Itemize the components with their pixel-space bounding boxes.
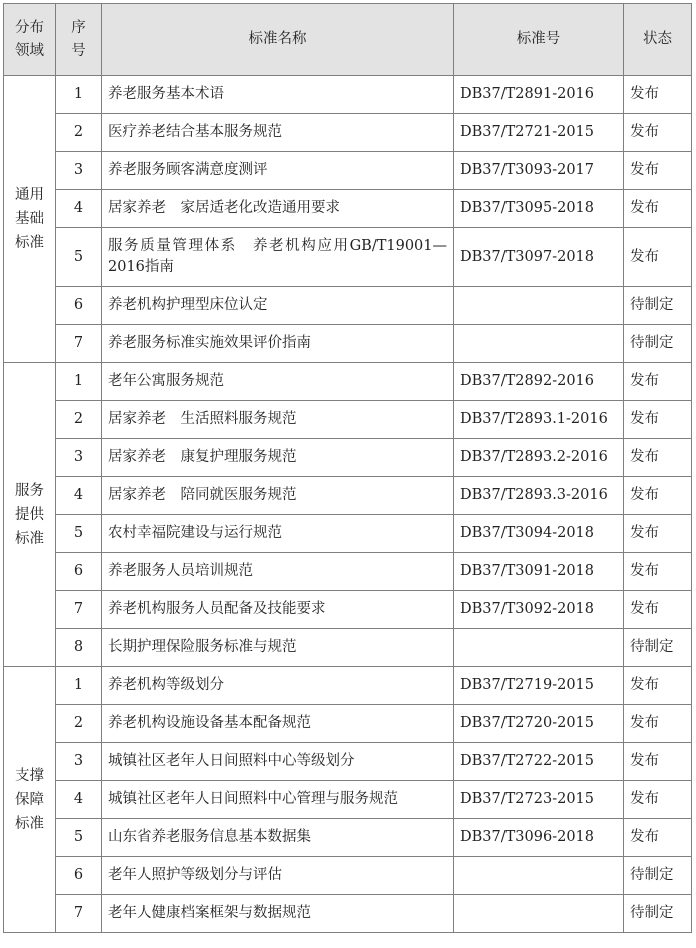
standard-code-cell: [454, 114, 624, 152]
standard-status: 发布: [630, 487, 659, 503]
row-number: 1: [73, 86, 84, 102]
standard-status: 发布: [630, 525, 659, 541]
standard-code-cell: [454, 439, 624, 477]
row-number-cell: [56, 439, 102, 477]
standard-status-cell: [624, 553, 692, 591]
row-number: 5: [73, 248, 84, 265]
standard-name-cell: [102, 76, 454, 114]
row-number-cell: [56, 781, 102, 819]
standard-status-cell: [624, 477, 692, 515]
row-number-cell: [56, 743, 102, 781]
table-row: [4, 743, 692, 781]
table-row: [4, 629, 692, 667]
standard-name: 养老服务顾客满意度测评: [108, 162, 268, 178]
row-number: 2: [73, 411, 84, 427]
standard-status-cell: [624, 629, 692, 667]
standard-status: 待制定: [630, 297, 674, 313]
row-number-cell: [56, 477, 102, 515]
standard-name-cell: [102, 629, 454, 667]
row-number: 4: [73, 791, 84, 807]
standard-name: 养老服务基本术语: [108, 86, 224, 102]
standard-status: 发布: [630, 248, 659, 265]
standard-code: DB37/T3094-2018: [460, 525, 594, 541]
standard-code-cell: [454, 477, 624, 515]
row-number-cell: [56, 667, 102, 705]
standard-code-cell: [454, 190, 624, 228]
table-row: [4, 667, 692, 705]
row-number: 6: [73, 297, 84, 313]
standard-name-cell: [102, 228, 454, 287]
standard-name-cell: [102, 553, 454, 591]
standard-name: 老年人健康档案框架与数据规范: [108, 905, 311, 921]
row-number-cell: [56, 895, 102, 933]
standard-code: DB37/T3096-2018: [460, 829, 594, 845]
standard-name: 居家养老 陪同就医服务规范: [108, 487, 297, 503]
header-code-label: 标准号: [516, 31, 561, 47]
standard-status-cell: [624, 667, 692, 705]
row-number-cell: [56, 591, 102, 629]
standard-code: DB37/T2720-2015: [460, 715, 594, 731]
row-number: 3: [73, 753, 84, 769]
standard-name-cell: [102, 743, 454, 781]
standard-code: DB37/T2893.1-2016: [460, 411, 608, 427]
standard-code: DB37/T2893.3-2016: [460, 487, 608, 503]
standard-code: DB37/T2893.2-2016: [460, 449, 608, 465]
standard-name-cell: [102, 477, 454, 515]
standard-status: 发布: [630, 563, 659, 579]
row-number-cell: [56, 190, 102, 228]
row-number: 2: [73, 124, 84, 140]
standard-code-cell: [454, 743, 624, 781]
table-row: [4, 819, 692, 857]
standard-code-cell: [454, 781, 624, 819]
table-row: [4, 76, 692, 114]
standard-status-cell: [624, 439, 692, 477]
standard-status-cell: [624, 591, 692, 629]
standard-code-cell: [454, 515, 624, 553]
standard-status: 待制定: [630, 335, 674, 351]
domain-label: 支撑 保障 标准: [15, 767, 44, 832]
table-row: [4, 781, 692, 819]
standard-status-cell: [624, 401, 692, 439]
standard-status: 待制定: [630, 867, 674, 883]
row-number-cell: [56, 287, 102, 325]
domain-cell: [4, 667, 56, 933]
standard-status: 发布: [630, 791, 659, 807]
standard-status-cell: [624, 228, 692, 287]
table-row: [4, 895, 692, 933]
domain-label: 服务 提供 标准: [15, 482, 44, 547]
standard-name: 居家养老 生活照料服务规范: [108, 411, 297, 427]
standard-code: DB37/T2892-2016: [460, 373, 594, 389]
standard-name-cell: [102, 895, 454, 933]
standard-name: 农村幸福院建设与运行规范: [108, 525, 282, 541]
header-status-label: 状态: [643, 31, 672, 47]
standard-status: 发布: [630, 601, 659, 617]
standard-status: 发布: [630, 86, 659, 102]
table-row: [4, 363, 692, 401]
row-number-cell: [56, 819, 102, 857]
standard-status: 发布: [630, 373, 659, 389]
row-number-cell: [56, 114, 102, 152]
table-row: [4, 152, 692, 190]
standard-name-cell: [102, 401, 454, 439]
standard-status-cell: [624, 287, 692, 325]
table-row: [4, 439, 692, 477]
row-number: 1: [73, 373, 84, 389]
row-number: 7: [73, 335, 84, 351]
standard-code-cell: [454, 667, 624, 705]
standard-status: 发布: [630, 124, 659, 140]
standard-name-cell: [102, 363, 454, 401]
standard-code: DB37/T3092-2018: [460, 601, 594, 617]
standard-code: DB37/T2721-2015: [460, 124, 594, 140]
standard-name: 养老服务人员培训规范: [108, 563, 253, 579]
header-status: [624, 4, 692, 76]
standard-status: 发布: [630, 411, 659, 427]
standard-status: 发布: [630, 753, 659, 769]
standard-code-cell: [454, 705, 624, 743]
table-row: [4, 228, 692, 287]
row-number: 8: [73, 639, 84, 655]
table-row: [4, 114, 692, 152]
standard-status: 发布: [630, 162, 659, 178]
standard-code-cell: [454, 591, 624, 629]
table-row: [4, 857, 692, 895]
standard-code: DB37/T3091-2018: [460, 563, 594, 579]
standard-name: 老年公寓服务规范: [108, 373, 224, 389]
row-number: 3: [73, 162, 84, 178]
standard-code-cell: [454, 325, 624, 363]
standard-status-cell: [624, 515, 692, 553]
standard-name: 养老机构设施设备基本配备规范: [108, 715, 311, 731]
row-number-cell: [56, 857, 102, 895]
row-number: 6: [73, 563, 84, 579]
row-number-cell: [56, 228, 102, 287]
standard-name-cell: [102, 325, 454, 363]
table-row: [4, 325, 692, 363]
row-number-cell: [56, 553, 102, 591]
standards-table: [3, 3, 692, 933]
standard-name-cell: [102, 591, 454, 629]
row-number-cell: [56, 152, 102, 190]
standard-code-cell: [454, 553, 624, 591]
standard-code-cell: [454, 363, 624, 401]
row-number: 4: [73, 200, 84, 216]
row-number-cell: [56, 76, 102, 114]
standard-code-cell: [454, 819, 624, 857]
standard-code: DB37/T3097-2018: [460, 248, 594, 265]
header-row: [4, 4, 692, 76]
standard-status-cell: [624, 857, 692, 895]
row-number: 7: [73, 601, 84, 617]
row-number: 2: [73, 715, 84, 731]
standard-status: 发布: [630, 829, 659, 845]
standard-name-cell: [102, 439, 454, 477]
standard-name-cell: [102, 819, 454, 857]
standard-status: 发布: [630, 715, 659, 731]
standard-code: DB37/T2891-2016: [460, 86, 594, 102]
standard-status-cell: [624, 743, 692, 781]
standard-status-cell: [624, 895, 692, 933]
domain-cell: [4, 363, 56, 667]
row-number-cell: [56, 325, 102, 363]
row-number: 5: [73, 525, 84, 541]
row-number: 3: [73, 449, 84, 465]
row-number: 7: [73, 905, 84, 921]
table-row: [4, 477, 692, 515]
table-row: [4, 287, 692, 325]
header-code: [454, 4, 624, 76]
standard-status: 待制定: [630, 905, 674, 921]
standard-name-cell: [102, 781, 454, 819]
standard-code: DB37/T2722-2015: [460, 753, 594, 769]
standard-code-cell: [454, 228, 624, 287]
standard-code: DB37/T2723-2015: [460, 791, 594, 807]
standard-status-cell: [624, 705, 692, 743]
standard-name: 养老机构服务人员配备及技能要求: [108, 601, 326, 617]
standard-status: 发布: [630, 200, 659, 216]
row-number: 5: [73, 829, 84, 845]
header-domain-label: 分布 领域: [15, 19, 44, 59]
row-number-cell: [56, 401, 102, 439]
standard-name-cell: [102, 515, 454, 553]
standard-code-cell: [454, 857, 624, 895]
standard-code: DB37/T3095-2018: [460, 200, 594, 216]
header-number: [56, 4, 102, 76]
domain-label: 通用 基础 标准: [15, 187, 44, 251]
standard-name: 居家养老 家居适老化改造通用要求: [108, 200, 340, 216]
standard-status-cell: [624, 190, 692, 228]
standard-code-cell: [454, 287, 624, 325]
table-body: [4, 76, 692, 933]
standard-name: 居家养老 康复护理服务规范: [108, 449, 297, 465]
standard-code-cell: [454, 401, 624, 439]
standard-status-cell: [624, 152, 692, 190]
header-name: [102, 4, 454, 76]
standard-status-cell: [624, 114, 692, 152]
domain-cell: [4, 76, 56, 363]
standard-status: 发布: [630, 449, 659, 465]
header-name-label: 标准名称: [248, 31, 307, 47]
standard-code-cell: [454, 629, 624, 667]
standard-name-cell: [102, 114, 454, 152]
row-number-cell: [56, 515, 102, 553]
standard-name-cell: [102, 287, 454, 325]
standard-name-cell: [102, 152, 454, 190]
standard-name: 老年人照护等级划分与评估: [108, 867, 282, 883]
row-number: 1: [73, 677, 84, 693]
standard-status-cell: [624, 325, 692, 363]
table-row: [4, 591, 692, 629]
standard-name: 养老机构护理型床位认定: [108, 297, 268, 313]
standard-name: 医疗养老结合基本服务规范: [108, 124, 282, 140]
standard-code-cell: [454, 152, 624, 190]
header-number-label: 序 号: [71, 19, 86, 59]
standard-code-cell: [454, 895, 624, 933]
table-row: [4, 705, 692, 743]
row-number-cell: [56, 363, 102, 401]
standard-status: 发布: [630, 677, 659, 693]
standard-code: DB37/T3093-2017: [460, 162, 594, 178]
standard-status-cell: [624, 76, 692, 114]
standard-status-cell: [624, 819, 692, 857]
header-domain: [4, 4, 56, 76]
standard-name: 城镇社区老年人日间照料中心等级划分: [108, 753, 355, 769]
row-number-cell: [56, 629, 102, 667]
standard-name-cell: [102, 667, 454, 705]
row-number: 6: [73, 867, 84, 883]
table-row: [4, 401, 692, 439]
standard-name: 养老机构等级划分: [108, 677, 224, 693]
row-number: 4: [73, 487, 84, 503]
table-row: [4, 553, 692, 591]
standard-name: 服务质量管理体系 养老机构应用GB/T19001—2016指南: [108, 238, 447, 275]
standard-name-cell: [102, 705, 454, 743]
standard-status: 待制定: [630, 639, 674, 655]
row-number-cell: [56, 705, 102, 743]
table-row: [4, 190, 692, 228]
standard-status-cell: [624, 363, 692, 401]
standard-name: 山东省养老服务信息基本数据集: [108, 829, 311, 845]
standard-name: 城镇社区老年人日间照料中心管理与服务规范: [108, 791, 398, 807]
standard-code-cell: [454, 76, 624, 114]
standard-code: DB37/T2719-2015: [460, 677, 594, 693]
table-row: [4, 515, 692, 553]
standard-name-cell: [102, 190, 454, 228]
standard-status-cell: [624, 781, 692, 819]
standard-name-cell: [102, 857, 454, 895]
standard-name: 养老服务标准实施效果评价指南: [108, 335, 311, 351]
standard-name: 长期护理保险服务标准与规范: [108, 639, 297, 655]
